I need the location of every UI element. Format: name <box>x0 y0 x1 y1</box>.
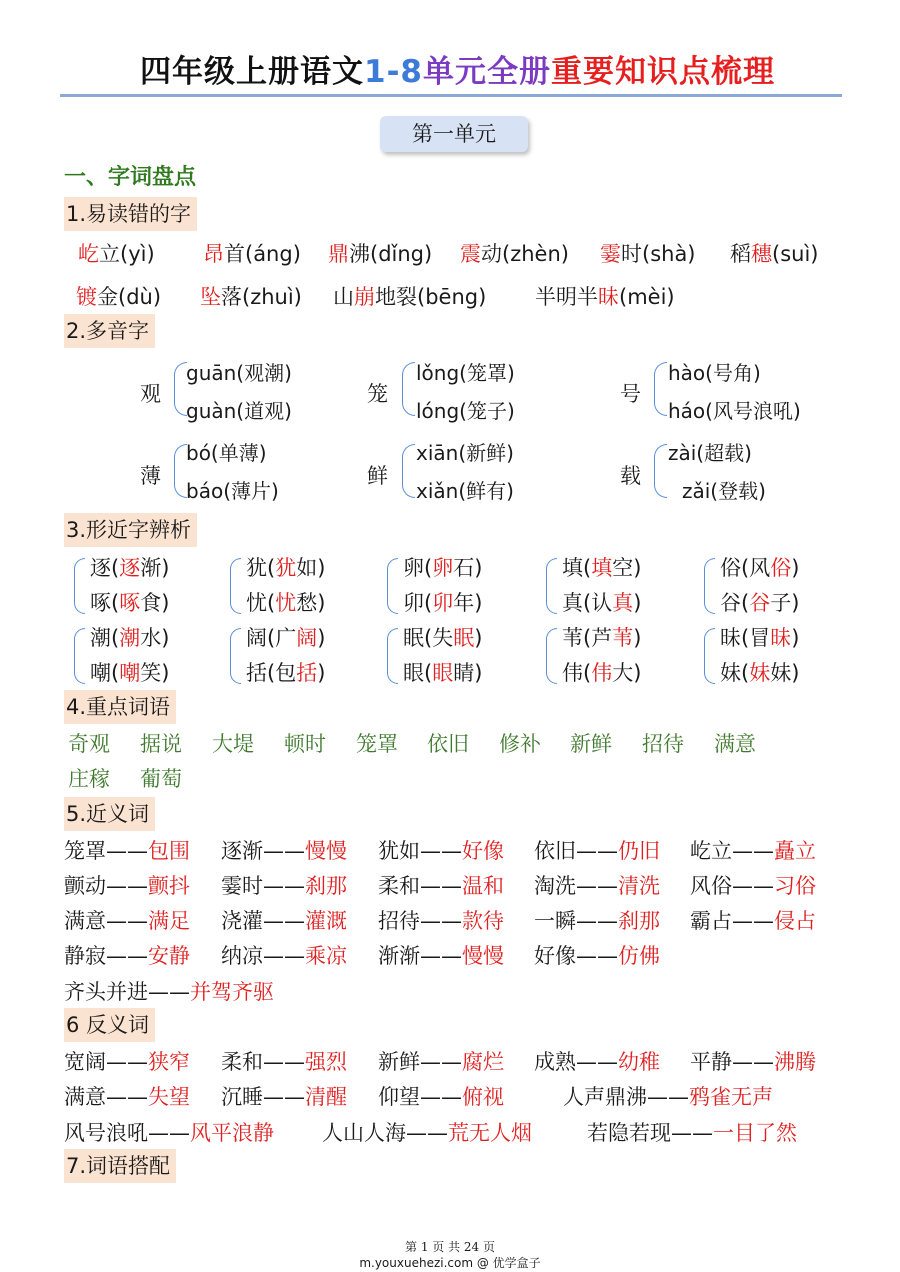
antonym-item: 风号浪吼——风平浪静 <box>64 1121 274 1145</box>
footer-site: m.youxuehezi.com @ 优学盒子 <box>359 1256 541 1270</box>
polyphone-reading: lóng(笼子) <box>416 399 515 423</box>
keyword-item: 笼罩 <box>356 732 398 756</box>
antonym-item: 仰望——俯视 <box>378 1085 504 1109</box>
similar-item: 犹(犹如) <box>246 556 326 580</box>
similar-item: 昧(冒昧) <box>720 626 800 650</box>
similar-item: 忧(忧愁) <box>246 591 326 615</box>
synonym-item: 霸占——侵占 <box>690 909 816 933</box>
keyword-item: 招待 <box>642 732 684 756</box>
heading-similar: 3.形近字辨析 <box>64 513 197 547</box>
polyphone-reading: xiān(新鲜) <box>416 441 514 465</box>
synonym-item: 霎时——刹那 <box>221 874 347 898</box>
similar-item: 括(包括) <box>246 661 326 685</box>
similar-item: 潮(潮水) <box>90 626 170 650</box>
synonym-item: 犹如——好像 <box>378 839 504 863</box>
synonym-item: 招待——款待 <box>378 909 504 933</box>
synonym-item: 逐渐——慢慢 <box>221 839 347 863</box>
heading-keywords: 4.重点词语 <box>64 690 176 724</box>
similar-item: 伟(伟大) <box>562 661 642 685</box>
similar-item: 逐(逐渐) <box>90 556 170 580</box>
antonym-item: 若隐若现——一目了然 <box>587 1121 797 1145</box>
similar-item: 妹(妹妹) <box>720 661 800 685</box>
synonym-item: 好像——仿佛 <box>534 944 660 968</box>
similar-item: 填(填空) <box>562 556 642 580</box>
brace-mark <box>402 362 415 416</box>
synonym-item: 纳凉——乘凉 <box>221 944 347 968</box>
polyphone-reading: xiǎn(鲜有) <box>416 479 514 503</box>
misread-item: 震动(zhèn) <box>460 242 569 266</box>
polyphone-char: 载 <box>620 464 641 488</box>
polyphone-reading: bó(单薄) <box>186 441 267 465</box>
synonym-item: 依旧——仍旧 <box>534 839 660 863</box>
title-red: 重要知识点梳理 <box>551 54 776 90</box>
unit-tab-label: 第一单元 <box>412 122 496 146</box>
synonym-item: 屹立——矗立 <box>690 839 816 863</box>
similar-item: 卵(卵石) <box>403 556 483 580</box>
antonym-item: 满意——失望 <box>64 1085 190 1109</box>
misread-item: 山崩地裂(bēng) <box>333 285 487 309</box>
synonym-item: 一瞬——刹那 <box>534 909 660 933</box>
keyword-item: 满意 <box>714 732 756 756</box>
synonym-item: 满意——满足 <box>64 909 190 933</box>
polyphone-char: 号 <box>620 382 641 406</box>
synonym-item: 风俗——习俗 <box>690 874 816 898</box>
heading-polyphones: 2.多音字 <box>64 314 155 348</box>
keyword-item: 新鲜 <box>570 732 612 756</box>
synonym-item: 淘洗——清洗 <box>534 874 660 898</box>
title-blue: 1-8 <box>364 54 424 90</box>
brace-mark <box>402 444 415 498</box>
polyphone-reading: lǒng(笼罩) <box>416 361 515 385</box>
brace-mark <box>230 558 241 614</box>
antonym-item: 成熟——幼稚 <box>534 1050 660 1074</box>
antonym-item: 新鲜——腐烂 <box>378 1050 504 1074</box>
brace-mark <box>546 558 557 614</box>
brace-mark <box>387 628 398 684</box>
polyphone-char: 鲜 <box>367 464 388 488</box>
polyphone-char: 笼 <box>367 382 388 406</box>
misread-item: 镀金(dù) <box>76 285 162 309</box>
keyword-item: 依旧 <box>427 732 469 756</box>
synonym-item: 齐头并进——并驾齐驱 <box>64 980 274 1004</box>
similar-item: 卯(卯年) <box>403 591 483 615</box>
misread-item: 鼎沸(dǐng) <box>328 242 433 266</box>
heading-synonyms: 5.近义词 <box>64 797 155 831</box>
unit-tab <box>380 116 528 152</box>
misread-item: 稻穗(suì) <box>730 242 819 266</box>
antonym-item: 人声鼎沸——鸦雀无声 <box>563 1085 773 1109</box>
misread-item: 屹立(yì) <box>78 242 155 266</box>
synonym-item: 静寂——安静 <box>64 944 190 968</box>
section-heading: 一、字词盘点 <box>64 165 197 190</box>
antonym-item: 柔和——强烈 <box>221 1050 347 1074</box>
polyphone-reading: háo(风号浪吼) <box>668 399 801 423</box>
brace-mark <box>74 628 85 684</box>
similar-item: 嘲(嘲笑) <box>90 661 170 685</box>
misread-item: 半明半昧(mèi) <box>535 285 675 309</box>
keyword-item: 据说 <box>140 732 182 756</box>
polyphone-char: 薄 <box>140 464 161 488</box>
keyword-item: 庄稼 <box>68 767 110 791</box>
brace-mark <box>654 362 667 416</box>
heading-antonyms: 6 反义词 <box>64 1008 155 1042</box>
brace-mark <box>230 628 241 684</box>
brace-mark <box>74 558 85 614</box>
brace-mark <box>704 558 715 614</box>
keyword-item: 顿时 <box>284 732 326 756</box>
polyphone-reading: zài(超载) <box>668 441 752 465</box>
similar-item: 苇(芦苇) <box>562 626 642 650</box>
antonym-item: 平静——沸腾 <box>690 1050 816 1074</box>
keyword-item: 大堤 <box>212 732 254 756</box>
title-purple: 单元全册 <box>423 54 552 90</box>
similar-item: 真(认真) <box>562 591 642 615</box>
similar-item: 谷(谷子) <box>720 591 800 615</box>
heading-misread: 1.易读错的字 <box>64 197 197 231</box>
polyphone-char: 观 <box>140 382 161 406</box>
similar-item: 眠(失眠) <box>403 626 483 650</box>
similar-item: 俗(风俗) <box>720 556 800 580</box>
similar-item: 眼(眼睛) <box>403 661 483 685</box>
brace-mark <box>387 558 398 614</box>
antonym-item: 宽阔——狭窄 <box>64 1050 190 1074</box>
synonym-item: 渐渐——慢慢 <box>378 944 504 968</box>
similar-item: 阔(广阔) <box>246 626 326 650</box>
polyphone-reading: guān(观潮) <box>186 361 292 385</box>
synonym-item: 柔和——温和 <box>378 874 504 898</box>
keyword-item: 修补 <box>499 732 541 756</box>
polyphone-reading: báo(薄片) <box>186 479 279 503</box>
misread-item: 昂首(áng) <box>203 242 301 266</box>
keyword-item: 葡萄 <box>140 767 182 791</box>
title-underline <box>60 94 842 97</box>
synonym-item: 颤动——颤抖 <box>64 874 190 898</box>
antonym-item: 人山人海——荒无人烟 <box>322 1121 532 1145</box>
synonym-item: 浇灌——灌溉 <box>221 909 347 933</box>
title-black: 四年级上册语文 <box>140 54 364 90</box>
page-title <box>140 46 775 91</box>
misread-item: 霎时(shà) <box>600 242 696 266</box>
keyword-item: 奇观 <box>68 732 110 756</box>
polyphone-reading: zǎi(登载) <box>682 479 766 503</box>
brace-mark <box>546 628 557 684</box>
similar-item: 啄(啄食) <box>90 591 170 615</box>
brace-mark <box>704 628 715 684</box>
antonym-item: 沉睡——清醒 <box>221 1085 347 1109</box>
brace-mark <box>654 444 667 498</box>
misread-item: 坠落(zhuì) <box>200 285 302 309</box>
polyphone-reading: guàn(道观) <box>186 399 292 423</box>
polyphone-reading: hào(号角) <box>668 361 761 385</box>
synonym-item: 笼罩——包围 <box>64 839 190 863</box>
heading-collocations: 7.词语搭配 <box>64 1149 176 1183</box>
footer-page: 第 1 页 共 24 页 <box>405 1240 495 1254</box>
